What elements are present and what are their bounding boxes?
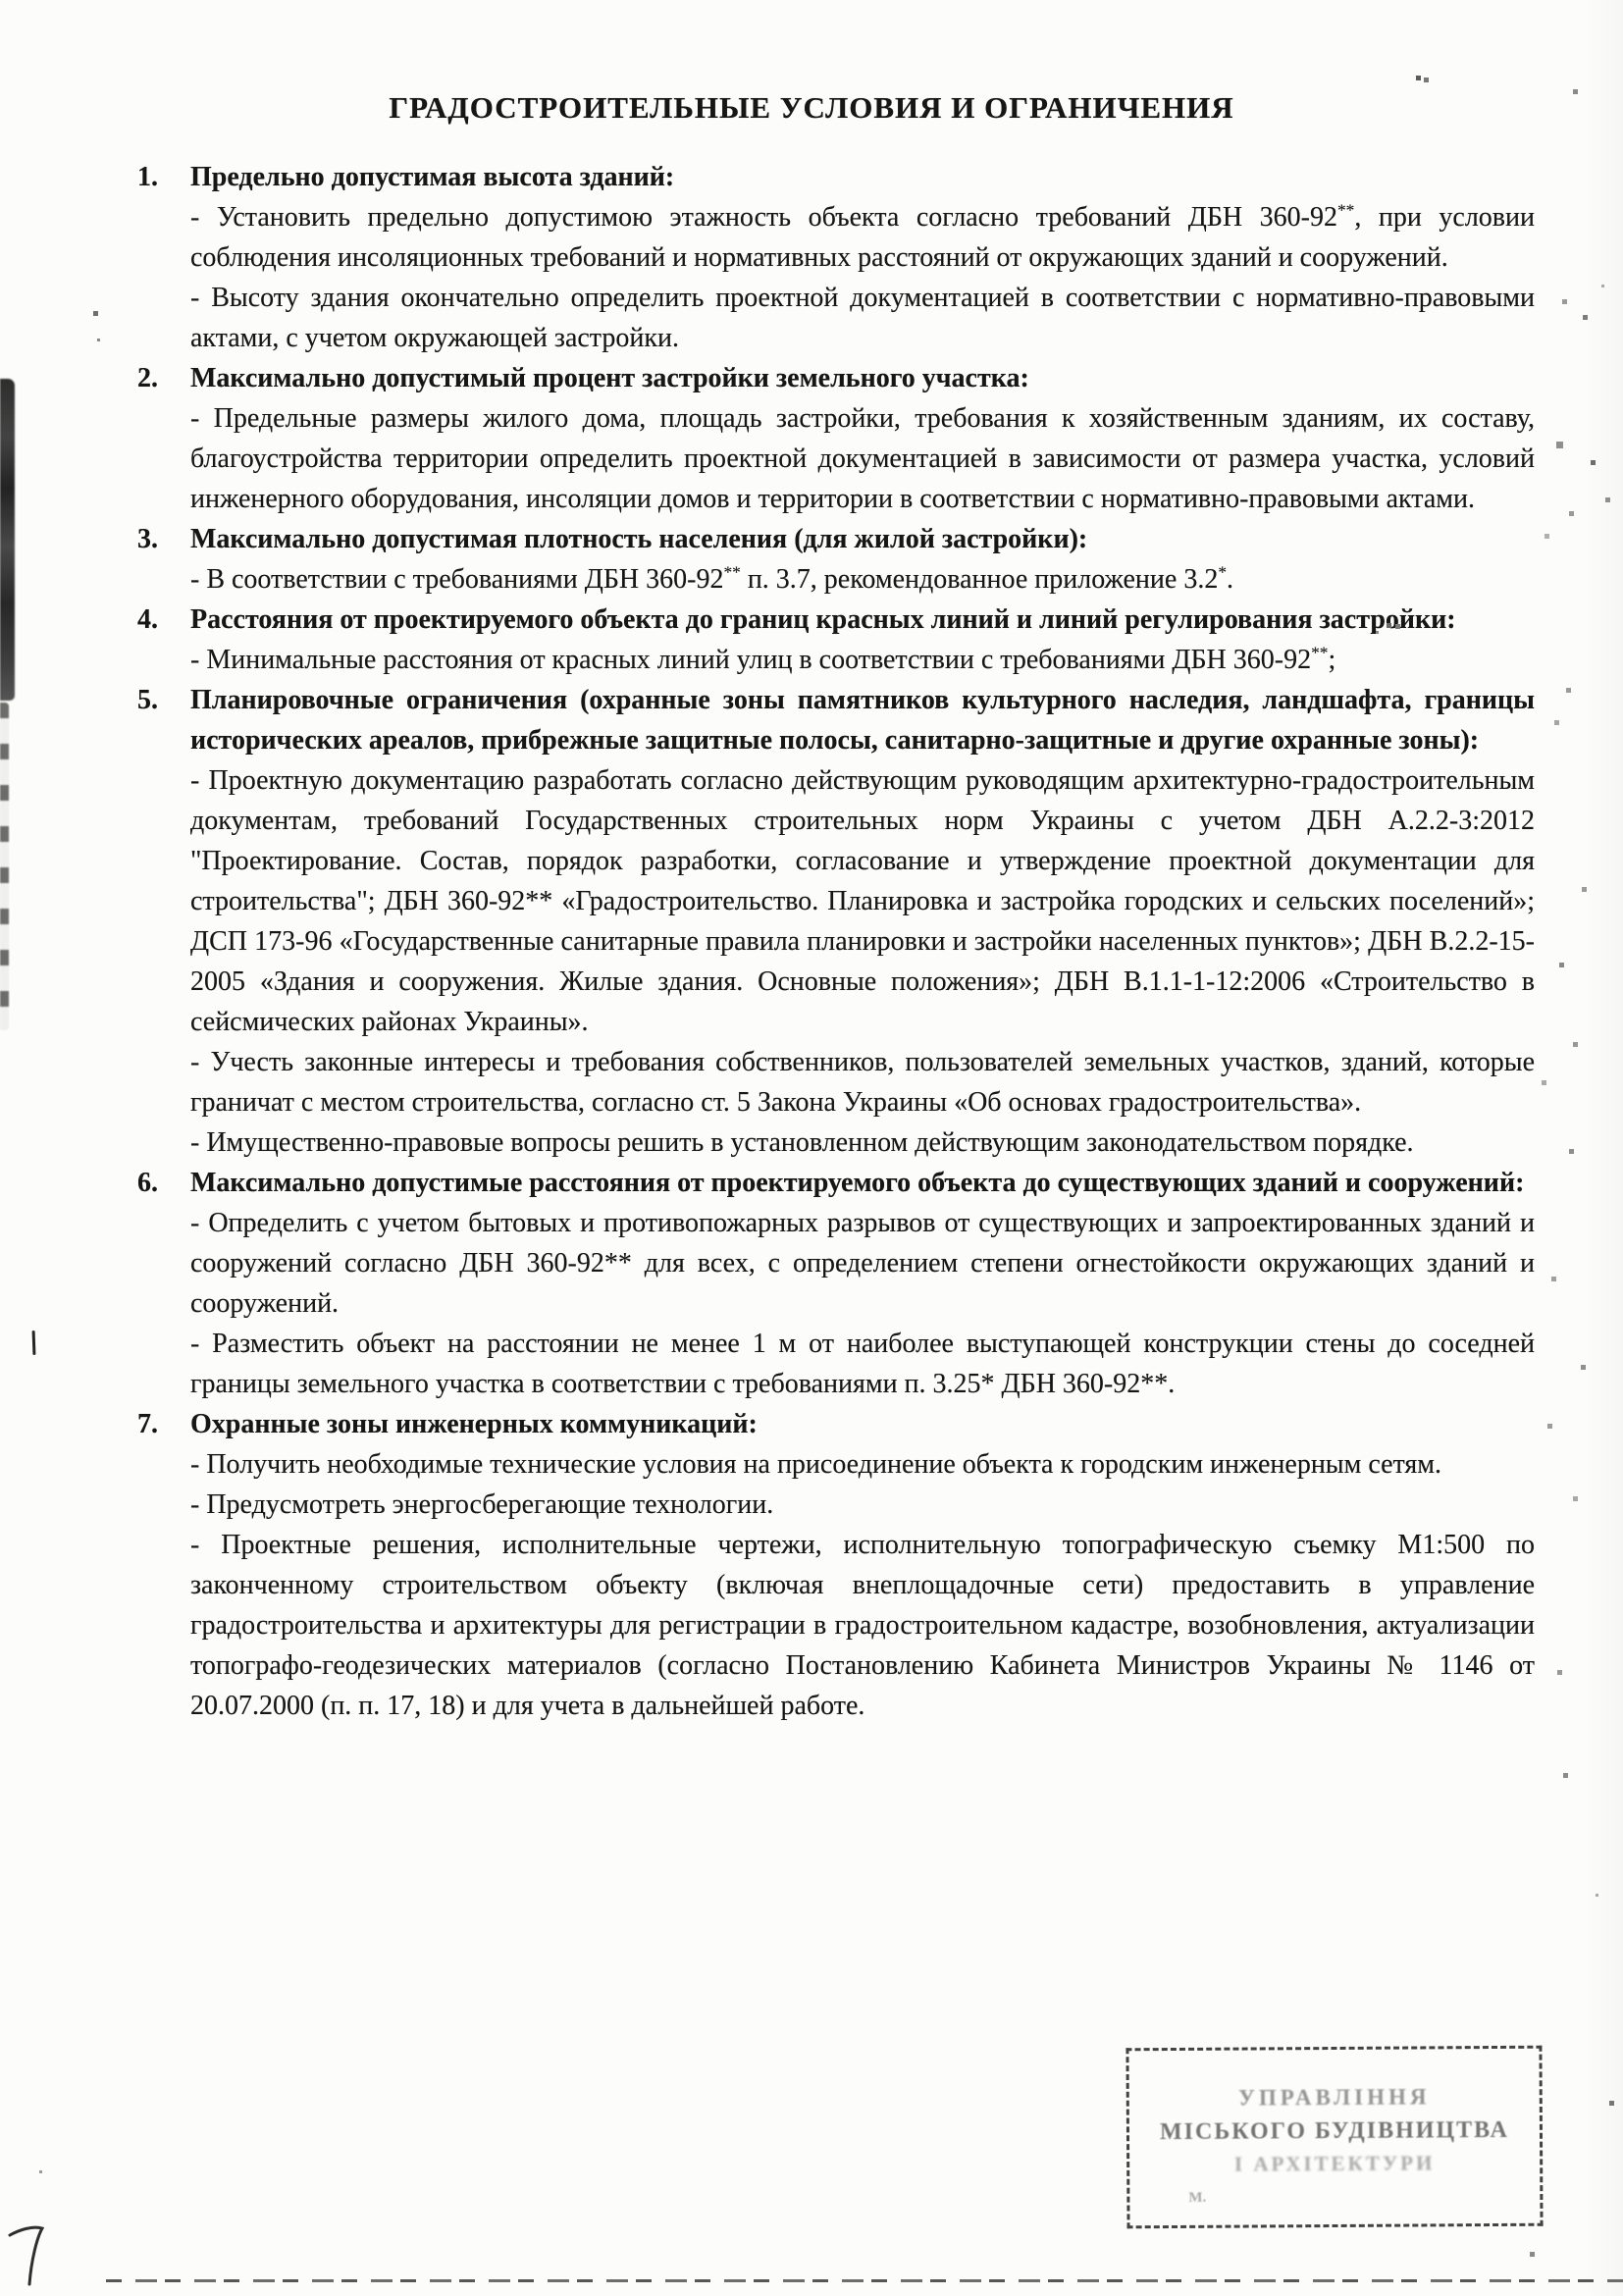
scan-noise-specks	[0, 0, 3, 3]
item-title: Максимально допустимые расстояния от проектируемого объекта до существующих зданий и сооружений:	[190, 1168, 1525, 1198]
list-item	[137, 680, 1535, 1163]
office-stamp	[1126, 2046, 1543, 2229]
item-body	[190, 157, 1535, 358]
scan-artifact-mark	[32, 1331, 36, 1355]
item-title: Максимально допустимая плотность населения (для жилой застройки):	[190, 524, 1088, 554]
item-paragraph: - В соответствии с требованиями ДБН 360-92** п. 3.7, рекомендованное приложение 3.2*.	[190, 562, 1233, 595]
item-title: Планировочные ограничения (охранные зоны памятников культурного наследия, ландшафта, границы исторических ареалов, прибрежные защитные полосы, санитарно-защитные и другие охранные зоны):	[190, 685, 1535, 756]
conditions-list	[137, 157, 1535, 1726]
list-item	[137, 519, 1535, 600]
item-number: 4.	[137, 604, 158, 635]
stamp-line: М.	[1188, 2189, 1207, 2206]
list-item	[137, 1163, 1535, 1404]
item-paragraph: - Проектные решения, исполнительные чертежи, исполнительную топографическую съемку М1:500 по законченному строительством объекту (включая внеплощадочные сети) предоставить в управление градостроительства и архитектуры для регистрации в градостроительном кадастре, возобновления, актуализации топографо-геодезических материалов (согласно Постановлению Кабинета Министров Украины № 1146 от 20.07.2000 (п. п. 17, 18) и для учета в дальнейшей работе.	[190, 1530, 1535, 1721]
item-paragraph: - Установить предельно допустимою этажность объекта согласно требований ДБН 360-92**, при условии соблюдения инсоляционных требований и нормативных расстояний от окружающих зданий и сооружений.	[190, 200, 1535, 273]
item-paragraph: - Имущественно-правовые вопросы решить в установленном действующим законодательством порядке.	[190, 1127, 1414, 1158]
stamp-line: УПРАВЛІННЯ	[1237, 2084, 1431, 2111]
item-paragraph: - Предельные размеры жилого дома, площадь застройки, требования к хозяйственным зданиям, их составу, благоустройства территории определить проектной документацией в зависимости от размера участка, условий инженерного оборудования, инсоляции домов и территории в соответствии с нормативно-правовыми актами.	[190, 403, 1535, 514]
item-title: Расстояния от проектируемого объекта до границ красных линий и линий регулирования застройки:	[190, 604, 1456, 635]
item-body	[190, 358, 1535, 519]
list-item	[137, 358, 1535, 519]
item-paragraph: - Предусмотреть энергосберегающие технологии.	[190, 1489, 774, 1520]
scan-artifact-bottom-line	[106, 2279, 1623, 2282]
item-number: 5.	[137, 685, 158, 715]
item-paragraph: - Получить необходимые технические условия на присоединение объекта к городским инженерным сетям.	[190, 1449, 1441, 1480]
list-item	[137, 157, 1535, 358]
item-number: 3.	[137, 524, 158, 554]
item-paragraph: - Высоту здания окончательно определить проектной документацией в соответствии с нормативно-правовыми актами, с учетом окружающей застройки.	[190, 283, 1535, 353]
item-body	[190, 1404, 1535, 1726]
item-title: Охранные зоны инженерных коммуникаций:	[190, 1409, 758, 1439]
scan-artifact-left-band	[0, 703, 9, 1030]
item-number: 1.	[137, 162, 158, 192]
item-paragraph: - Минимальные расстояния от красных линий улиц в соответствии с требованиями ДБН 360-92**;	[190, 643, 1336, 675]
list-item	[137, 600, 1535, 680]
item-title: Предельно допустимая высота зданий:	[190, 162, 675, 192]
item-number: 7.	[137, 1409, 158, 1439]
item-number: 6.	[137, 1168, 158, 1198]
document-title: ГРАДОСТРОИТЕЛЬНЫЕ УСЛОВИЯ И ОГРАНИЧЕНИЯ	[389, 90, 1234, 125]
item-body	[190, 600, 1535, 680]
item-body	[190, 680, 1535, 1163]
item-body	[190, 519, 1535, 600]
item-number: 2.	[137, 363, 158, 393]
scan-artifact-left-band	[0, 379, 15, 701]
item-title: Максимально допустимый процент застройки земельного участка:	[190, 363, 1029, 393]
item-body	[190, 1163, 1535, 1404]
item-paragraph: - Учесть законные интересы и требования собственников, пользователей земельных участков, зданий, которые граничат с местом строительства, согласно ст. 5 Закона Украины «Об основах градостроительства».	[190, 1047, 1535, 1118]
list-item	[137, 1404, 1535, 1726]
item-paragraph: - Определить с учетом бытовых и противопожарных разрывов от существующих и запроектированных зданий и сооружений согласно ДБН 360-92** для всех, с определением степени огнестойкости окружающих зданий и сооружений.	[190, 1208, 1535, 1319]
item-paragraph: - Разместить объект на расстоянии не менее 1 м от наиболее выступающей конструкции стены до соседней границы земельного участка в соответствии с требованиями п. 3.25* ДБН 360-92**.	[190, 1329, 1535, 1399]
stamp-line: І АРХІТЕКТУРИ	[1233, 2151, 1436, 2176]
stamp-line: МІСЬКОГО БУДІВНИЦТВА	[1159, 2116, 1509, 2146]
item-paragraph: - Проектную документацию разработать согласно действующим руководящим архитектурно-градостроительным документам, требований Государственных строительных норм Украины с учетом ДБН А.2.2-3:2012 "Проектирование. Состав, порядок разработки, согласование и утверждение проектной документации для строительства"; ДБН 360-92** «Градостроительство. Планировка и застройка городских и сельских поселений»; ДСП 173-96 «Государственные санитарные правила планировки и застройки населенных пунктов»; ДБН В.2.2-15-2005 «Здания и сооружения. Жилые здания. Основные положения»; ДБН В.1.1-1-12:2006 «Строительство в сейсмических районах Украины».	[190, 765, 1535, 1037]
pen-mark	[6, 2219, 59, 2292]
